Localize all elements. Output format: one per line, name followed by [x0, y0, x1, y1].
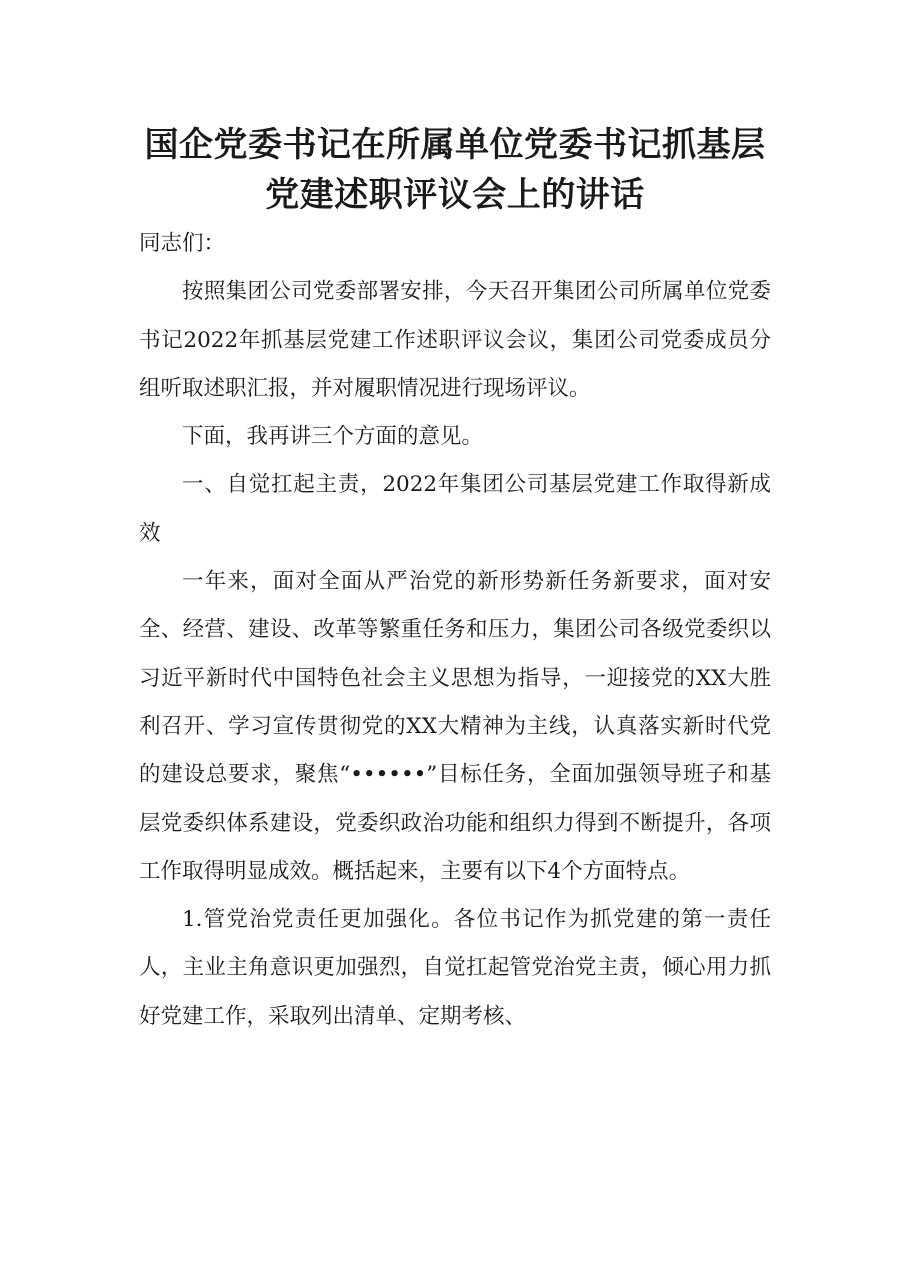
- title-line-2: 党建述职评议会上的讲话: [265, 175, 645, 215]
- paragraph-outline: 下面，我再讲三个方面的意见。: [182, 424, 484, 450]
- document-title: [139, 120, 771, 220]
- title-line-1: 国企党委书记在所属单位党委书记抓基层: [144, 125, 766, 165]
- document-body: [139, 220, 771, 1041]
- paragraph-intro: 按照集团公司党委部署安排，今天召开集团公司所属单位党委书记2022年抓基层党建工作述职评议会议，集团公司党委成员分组听取述职汇报，并对履职情况进行现场评议。: [139, 279, 771, 401]
- paragraph-review: 一年来，面对全面从严治党的新形势新任务新要求，面对安全、经营、建设、改革等繁重任务和压力，集团公司各级党委织以习近平新时代中国特色社会主义思想为指导，一迎接党的XX大胜利召开、学习宣传贯彻党的XX大精神为主线，认真落实新时代党的建设总要求，聚焦“••••••”目标任务，全面加强领导班子和基层党委织体系建设，党委织政治功能和组织力得到不断提升，各项工作取得明显成效。概括起来，主要有以下4个方面特点。: [139, 569, 771, 884]
- section-heading-1: 一、自觉扛起主责，2022年集团公司基层党建工作取得新成效: [139, 472, 771, 546]
- salutation: 同志们：: [139, 231, 226, 256]
- paragraph-point-1: 1.管党治党责任更加强化。各位书记作为抓党建的第一责任人，主业主角意识更加强烈，自觉扛起管党治党主责，倾心用力抓好党建工作，采取列出清单、定期考核、: [139, 907, 771, 1029]
